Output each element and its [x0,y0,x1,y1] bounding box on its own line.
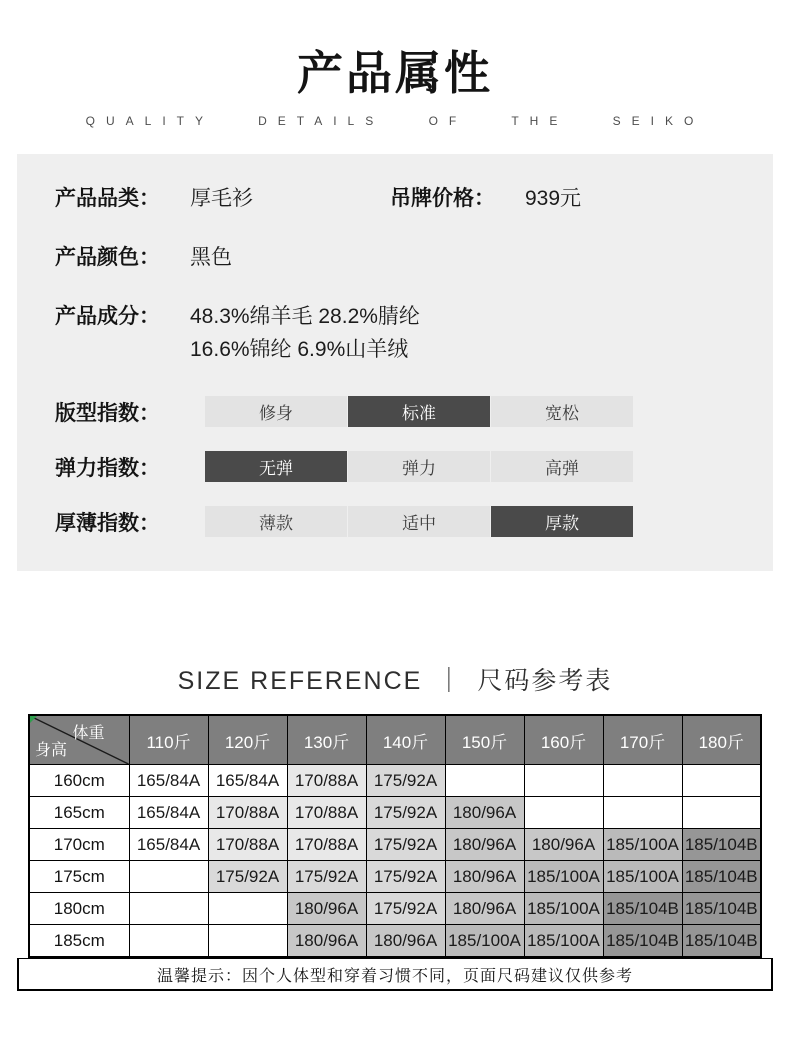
size-cell [129,925,208,958]
size-cell [682,797,761,829]
size-cell: 185/104B [682,861,761,893]
size-cell: 165/84A [129,765,208,797]
size-cell: 170/88A [287,829,366,861]
page-title: 产品属性 [297,47,493,99]
size-cell: 175/92A [366,797,445,829]
size-cell: 170/88A [287,765,366,797]
table-row [29,765,761,797]
height-row-header: 160cm [29,765,129,797]
size-cell [208,925,287,958]
size-cell: 165/84A [129,797,208,829]
segment-option: 弹力 [348,451,490,482]
size-cell: 185/104B [682,925,761,958]
size-cell: 175/92A [208,861,287,893]
size-cell: 175/92A [366,861,445,893]
size-cell: 180/96A [366,925,445,958]
size-cell: 185/100A [524,861,603,893]
corner-header-cell [29,715,129,765]
table-row [29,893,761,925]
color-label: 产品颜色： [55,246,160,269]
height-row-header: 185cm [29,925,129,958]
size-cell [603,797,682,829]
category-value: 厚毛衫 [190,187,253,210]
size-cell [445,765,524,797]
height-row-header: 170cm [29,829,129,861]
index-rows [55,396,735,537]
table-row [29,829,761,861]
corner-weight-label: 体重 [72,725,105,742]
index-label: 厚薄指数： [55,511,160,535]
weight-column-header: 150斤 [445,715,524,765]
weight-column-header: 160斤 [524,715,603,765]
table-row [29,861,761,893]
index-segments [205,451,633,482]
segment-option: 标准 [348,396,490,427]
segment-option: 高弹 [491,451,633,482]
height-row-header: 165cm [29,797,129,829]
table-header-row [29,715,761,765]
size-cell: 180/96A [445,797,524,829]
composition-row [55,300,735,366]
price-label: 吊牌价格： [390,187,495,210]
size-cell: 180/96A [445,893,524,925]
index-row-0 [55,396,735,427]
table-row [29,797,761,829]
size-cell: 170/88A [208,829,287,861]
size-cell: 185/104B [682,893,761,925]
size-heading-cn: 尺码参考表 [477,667,613,695]
product-info-panel [17,154,773,571]
size-cell: 185/100A [445,925,524,958]
size-cell: 185/104B [603,925,682,958]
size-section-heading [0,661,790,697]
size-cell [524,765,603,797]
category-label: 产品品类： [55,187,160,210]
index-label: 弹力指数： [55,456,160,480]
segment-option: 修身 [205,396,347,427]
size-cell: 170/88A [208,797,287,829]
weight-column-header: 120斤 [208,715,287,765]
size-reference-table [28,714,762,958]
composition-line1: 48.3%绵羊毛 28.2%腈纶 [190,305,420,328]
size-cell: 180/96A [287,893,366,925]
index-row-2 [55,506,735,537]
size-cell: 165/84A [208,765,287,797]
index-row-1 [55,451,735,482]
composition-value [190,300,420,366]
size-cell: 175/92A [287,861,366,893]
corner-flag-icon [30,716,37,723]
size-cell: 165/84A [129,829,208,861]
size-cell: 175/92A [366,829,445,861]
weight-column-header: 110斤 [129,715,208,765]
index-segments [205,506,633,537]
size-cell: 185/100A [524,925,603,958]
size-cell: 180/96A [287,925,366,958]
index-label: 版型指数： [55,401,160,425]
weight-column-header: 140斤 [366,715,445,765]
size-cell [524,797,603,829]
size-cell [208,893,287,925]
size-cell: 185/100A [603,861,682,893]
size-cell [603,765,682,797]
size-cell: 180/96A [445,829,524,861]
category-group [55,182,390,212]
page-subtitle: QUALITY DETAILS OF THE SEIKO [85,114,705,128]
segment-option: 厚款 [491,506,633,537]
size-cell [129,893,208,925]
heading-separator: ｜ [436,667,464,695]
size-cell: 185/100A [524,893,603,925]
price-value: 939元 [525,187,582,210]
height-row-header: 175cm [29,861,129,893]
corner-height-label: 身高 [35,742,68,759]
index-segments [205,396,633,427]
composition-label: 产品成分： [55,305,160,328]
size-cell: 175/92A [366,765,445,797]
size-cell: 185/104B [682,829,761,861]
segment-option: 无弹 [205,451,347,482]
height-row-header: 180cm [29,893,129,925]
size-cell: 185/100A [603,829,682,861]
size-cell: 180/96A [524,829,603,861]
segment-option: 薄款 [205,506,347,537]
size-note: 温馨提示：因个人体型和穿着习惯不同，页面尺码建议仅供参考 [17,958,773,991]
color-row [55,241,735,271]
segment-option: 宽松 [491,396,633,427]
color-value: 黑色 [190,246,232,269]
size-cell [129,861,208,893]
size-cell [682,765,761,797]
category-price-row [55,182,735,212]
size-cell: 170/88A [287,797,366,829]
weight-column-header: 130斤 [287,715,366,765]
size-cell: 175/92A [366,893,445,925]
size-heading-en: SIZE REFERENCE [177,667,423,695]
size-cell: 185/104B [603,893,682,925]
segment-option: 适中 [348,506,490,537]
price-group [390,182,581,212]
composition-line2: 16.6%锦纶 6.9%山羊绒 [190,338,409,361]
size-cell: 180/96A [445,861,524,893]
weight-column-header: 170斤 [603,715,682,765]
weight-column-header: 180斤 [682,715,761,765]
table-row [29,925,761,958]
